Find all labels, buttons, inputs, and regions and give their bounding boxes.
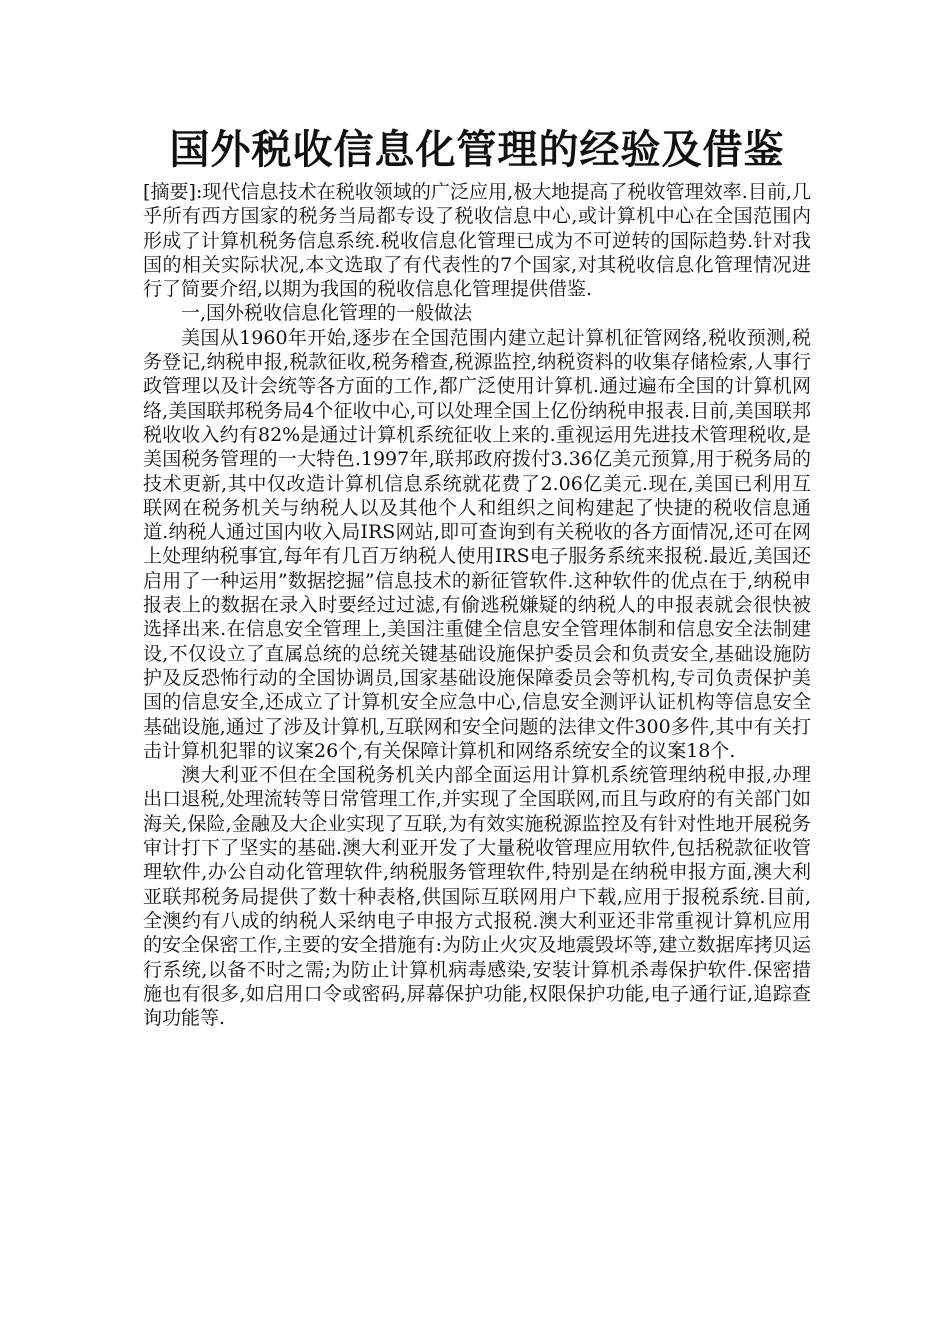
abstract-paragraph: [摘要]:现代信息技术在税收领域的广泛应用,极大地提高了税收管理效率.目前,几乎所有西方国家的税务当局都专设了税收信息中心,或计算机中心在全国范围内形成了计算机税务信息系统.税收信息化管理已成为不可逆转的国际趋势.针对我国的相关实际状况,本文选取了有代表性的7个国家,对其税收信息化管理情况进行了简要介绍,以期为我国的税收信息化管理提供借鉴. (143, 181, 811, 301)
body-paragraph-us: 美国从1960年开始,逐步在全国范围内建立起计算机征管网络,税收预测,税务登记,纳税申报,税款征收,税务稽查,税源监控,纳税资料的收集存储检索,人事行政管理以及计会统等各方面的工作,都广泛使用计算机.通过遍布全国的计算机网络,美国联邦税务局4个征收中心,可以处理全国上亿份纳税申报表.目前,美国联邦税收收入约有82%是通过计算机系统征收上来的.重视运用先进技术管理税收,是美国税务管理的一大特色.1997年,联邦政府拨付3.36亿美元预算,用于税务局的技术更新,其中仅改造计算机信息系统就花费了2.06亿美元.现在,美国已利用互联网在税务机关与纳税人以及其他个人和组织之间构建起了快捷的税收信息通道.纳税人通过国内收入局IRS网站,即可查询到有关税收的各方面情况,还可在网上处理纳税事宜,每年有几百万纳税人使用IRS电子服务系统来报税.最近,美国还启用了一种运用”数据挖掘”信息技术的新征管软件.这种软件的优点在于,纳税申报表上的数据在录入时要经过过滤,有偷逃税嫌疑的纳税人的申报表就会很快被选择出来.在信息安全管理上,美国注重健全信息安全管理体制和信息安全法制建设,不仅设立了直属总统的总统关键基础设施保护委员会和负责安全,基础设施防护及反恐怖行动的全国协调员,国家基础设施保障委员会等机构,专司负责保护美国的信息安全,还成立了计算机安全应急中心,信息安全测评认证机构等信息安全基础设施,通过了涉及计算机,互联网和安全问题的法律文件300多件,其中有关打击计算机犯罪的议案26个,有关保障计算机和网络系统安全的议案18个. (143, 326, 811, 762)
document-page (143, 120, 811, 1030)
body-paragraph-australia: 澳大利亚不但在全国税务机关内部全面运用计算机系统管理纳税申报,办理出口退税,处理流转等日常管理工作,并实现了全国联网,而且与政府的有关部门如海关,保险,金融及大企业实现了互联,为有效实施税源监控及有针对性地开展税务审计打下了坚实的基础.澳大利亚开发了大量税收管理应用软件,包括税款征收管理软件,办公自动化管理软件,纳税服务管理软件,特别是在纳税申报方面,澳大利亚联邦税务局提供了数十种表格,供国际互联网用户下载,应用于报税系统.目前,全澳约有八成的纳税人采纳电子申报方式报税.澳大利亚还非常重视计算机应用的安全保密工作,主要的安全措施有:为防止火灾及地震毁坏等,建立数据库拷贝运行系统,以备不时之需;为防止计算机病毒感染,安装计算机杀毒保护软件.保密措施也有很多,如启用口令或密码,屏幕保护功能,权限保护功能,电子通行证,追踪查询功能等. (143, 764, 811, 1030)
section-heading: 一,国外税收信息化管理的一般做法 (181, 302, 473, 325)
document-title: 国外税收信息化管理的经验及借鉴 (169, 127, 785, 173)
